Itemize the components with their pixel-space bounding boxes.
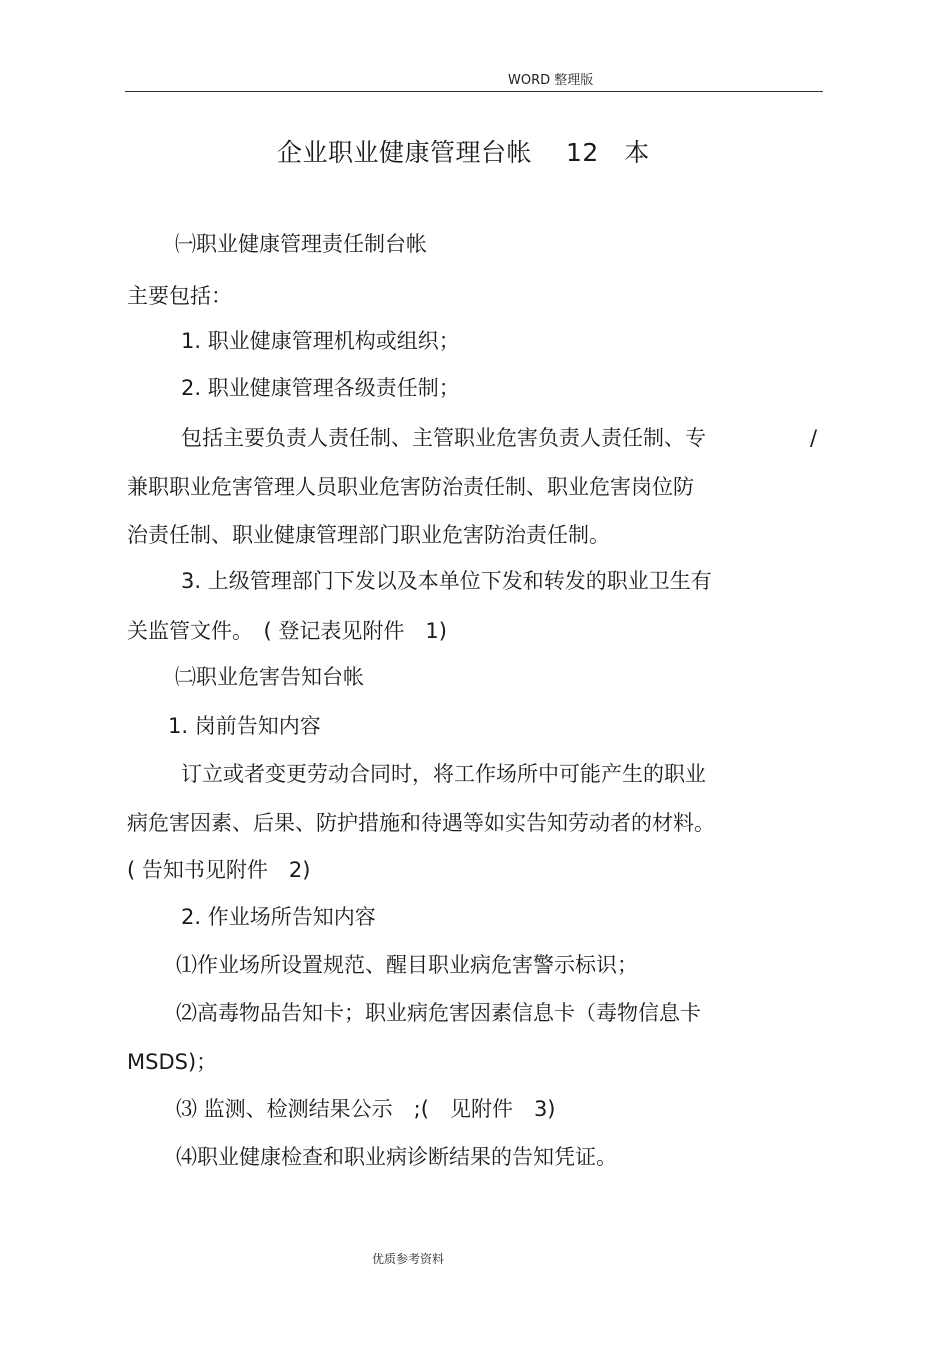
list-item: ⑵高毒物品告知卡；职业病危害因素信息卡（毒物信息卡 xyxy=(176,1001,701,1025)
paragraph-line: 病危害因素、后果、防护措施和待遇等如实告知劳动者的材料。 xyxy=(127,811,715,835)
list-item: 3. 上级管理部门下发以及本单位下发和转发的职业卫生有 xyxy=(181,569,712,593)
list-item: 2. 职业健康管理各级责任制； xyxy=(181,376,460,400)
paragraph-line: 订立或者变更劳动合同时，将工作场所中可能产生的职业 xyxy=(181,762,706,786)
header-divider xyxy=(125,91,823,92)
section-heading-1: ㈠职业健康管理责任制台帐 xyxy=(175,232,427,256)
paragraph-line: 包括主要负责人责任制、主管职业危害负责人责任制、专 xyxy=(181,426,706,450)
paragraph-line: ( 告知书见附件 2) xyxy=(127,858,311,882)
document-title: 企业职业健康管理台帐 12 本 xyxy=(277,138,650,167)
list-item: 1. 职业健康管理机构或组织； xyxy=(181,329,460,353)
paragraph-line: 治责任制、职业健康管理部门职业危害防治责任制。 xyxy=(127,523,610,547)
paragraph-line: 主要包括： xyxy=(127,284,232,308)
page-header: WORD 整理版 xyxy=(508,73,594,88)
slash-mark: / xyxy=(810,426,818,450)
section-heading-2: ㈡职业危害告知台帐 xyxy=(175,665,364,689)
paragraph-line: 兼职职业危害管理人员职业危害防治责任制、职业危害岗位防 xyxy=(127,475,694,499)
paragraph-line: 关监管文件。 ( 登记表见附件 1) xyxy=(127,619,447,643)
list-item: 2. 作业场所告知内容 xyxy=(181,905,376,929)
list-item: ⑷职业健康检查和职业病诊断结果的告知凭证。 xyxy=(176,1145,617,1169)
page-footer: 优质参考资料 xyxy=(372,1252,445,1266)
list-item: ⑴作业场所设置规范、醒目职业病危害警示标识； xyxy=(176,953,638,977)
paragraph-line: MSDS)； xyxy=(127,1050,218,1074)
list-item: 1. 岗前告知内容 xyxy=(168,714,321,738)
list-item: ⑶ 监测、检测结果公示 ;( 见附件 3) xyxy=(176,1097,556,1121)
